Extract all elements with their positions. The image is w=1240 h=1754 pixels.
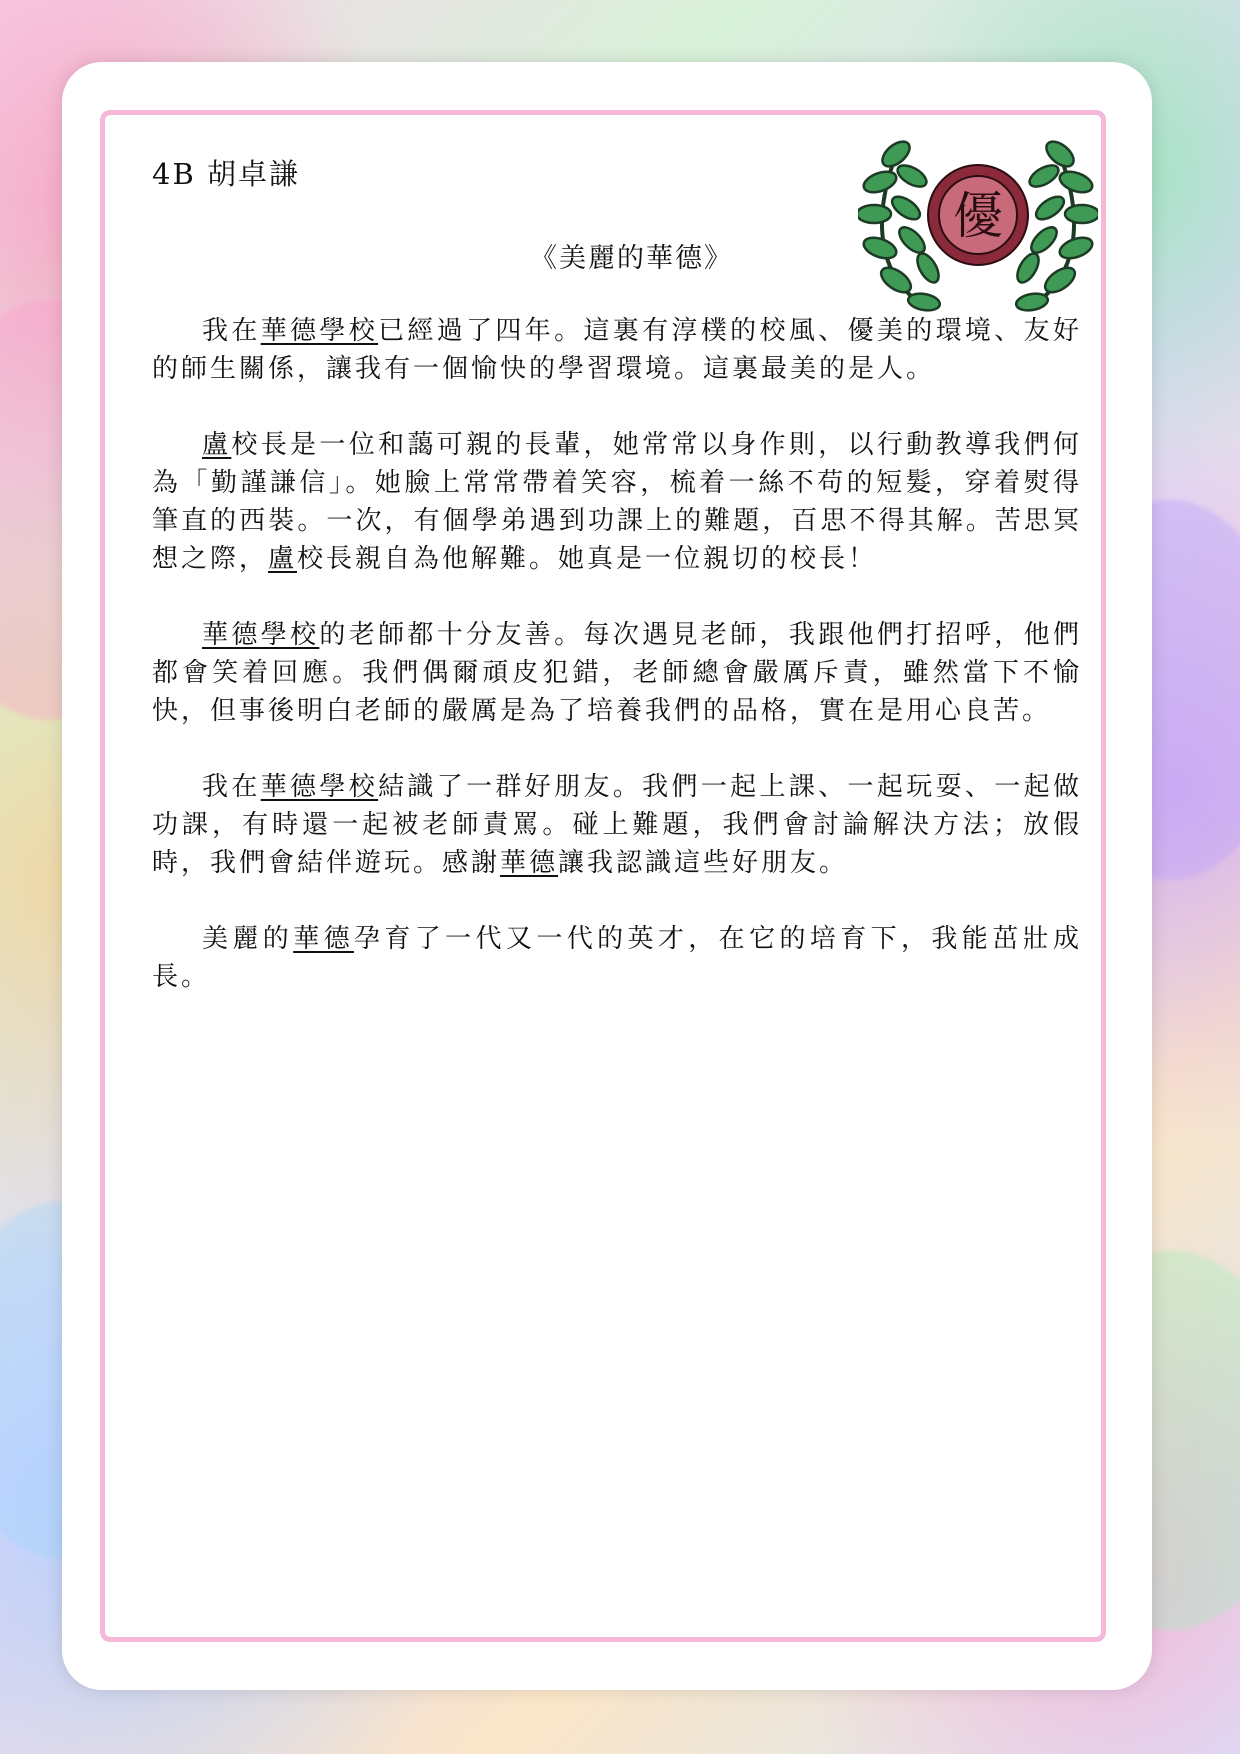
text-segment: 讓我認識這些好朋友。 [558,848,849,878]
proper-noun: 盧 [202,430,232,460]
text-segment: 我在 [202,316,261,346]
proper-noun: 華德 [293,924,354,954]
essay-paragraph [152,426,1082,578]
text-segment: 已經過了四年。這裏有淳樸的校風、優美的環境、友好的師生關係，讓我有一個愉快的學習環境。這裏最美的是人。 [152,316,1082,384]
proper-noun: 盧 [268,544,298,574]
text-segment: 校長親自為他解難。她真是一位親切的校長！ [297,544,878,574]
essay-title: 《美麗的華德》 [530,243,733,274]
badge-character: 優 [953,187,1003,245]
essay-paragraph [152,312,1082,388]
text-segment: 美麗的 [202,924,294,954]
text-segment: 的老師都十分友善。每次遇見老師，我跟他們打招呼，他們都會笑着回應。我們偶爾頑皮犯錯，老師總會嚴厲斥責，雖然當下不愉快，但事後明白老師的嚴厲是為了培養我們的品格，實在是用心良苦。 [152,620,1082,726]
essay-paragraph [152,920,1082,996]
text-segment: 孕育了一代又一代的英才，在它的培育下，我能茁壯成長。 [152,924,1082,992]
proper-noun: 華德學校 [260,772,379,802]
proper-noun: 華德 [500,848,559,878]
proper-noun: 華德學校 [260,316,379,346]
essay-body [152,312,1082,1034]
author-line: 4B 胡卓謙 [152,157,300,191]
merit-badge [858,140,1098,316]
proper-noun: 華德學校 [202,620,320,650]
text-segment: 結識了一群好朋友。我們一起上課、一起玩耍、一起做功課，有時還一起被老師責罵。碰上難題，我們會討論解決方法；放假時，我們會結伴遊玩。感謝 [152,772,1082,878]
text-segment: 校長是一位和藹可親的長輩，她常常以身作則，以行動教導我們何為「勤謹謙信」。她臉上常常帶着笑容，梳着一絲不苟的短髮，穿着熨得筆直的西裝。一次，有個學弟遇到功課上的難題，百思不得其解。苦思冥想之際， [152,430,1082,574]
text-segment: 我在 [202,772,261,802]
essay-paragraph [152,616,1082,730]
essay-paragraph [152,768,1082,882]
